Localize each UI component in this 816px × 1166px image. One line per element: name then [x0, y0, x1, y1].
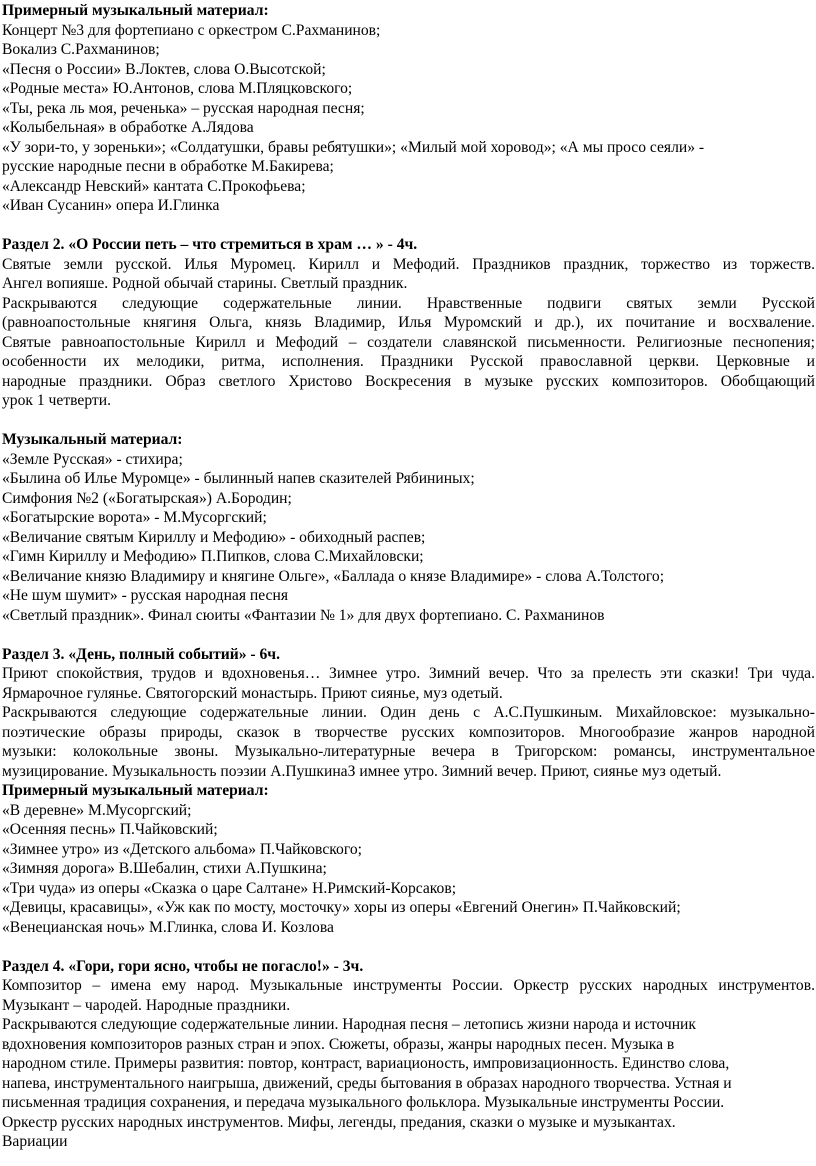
list-item: «Девицы, красавицы», «Уж как по мосту, мосточку» хоры из оперы «Евгений Онегин» П.Чайковский;: [2, 899, 681, 916]
paragraph-line: урок 1 четверти.: [2, 392, 111, 409]
paragraph-line: Музыкант – чародей. Народные праздники.: [2, 996, 291, 1014]
paragraph-line: особенности их мелодики, ритма, исполнения. Праздники Русской православной церкви. Церковные и: [2, 353, 815, 370]
list-item: «Светлый праздник». Финал сюиты «Фантазии № 1» для двух фортепиано. С. Рахманинов: [2, 606, 605, 624]
paragraph-line: Святые равноапостольные Кирилл и Мефодий – создатели славянской письменности. Религиозные песнопения;: [2, 333, 815, 351]
list-item: «Александр Невский» кантата С.Прокофьева;: [2, 177, 306, 195]
section3-material-heading: Примерный музыкальный материал:: [2, 782, 269, 799]
list-item: «Венецианская ночь» М.Глинка, слова И. Козлова: [2, 918, 334, 936]
section4-heading: Раздел 4. «Гори, гори ясно, чтобы не погасло!» - 3ч.: [2, 957, 364, 975]
list-item: русские народные песни в обработке М.Бакирева;: [2, 158, 334, 175]
list-item: «Три чуда» из оперы «Сказка о царе Салтане» Н.Римский-Корсаков;: [2, 879, 457, 897]
blank-line: [2, 625, 815, 645]
paragraph-line: (равноапостольные княгиня Ольга, князь Владимир, Илья Муромский и др.), их почитание и восхваление.: [2, 314, 815, 331]
paragraph-line: народном стиле. Примеры развития: повтор, контраст, вариационость, импровизационность. Единство слова,: [2, 1055, 730, 1072]
list-item: Вокализ С.Рахманинов;: [2, 41, 160, 58]
paragraph-line: вдохновения композиторов разных стран и эпох. Сюжеты, образы, жанры народных песен. Музыка в: [2, 1035, 675, 1053]
list-item: «Земле Русская» - стихира;: [2, 450, 183, 468]
document-page: [2, 1, 815, 1152]
paragraph-line: поэтические образы природы, сказок в творчестве русских композиторов. Многообразие жанров народной: [2, 723, 815, 741]
list-item: «Зимняя дорога» В.Шебалин, стихи А.Пушкина;: [2, 860, 327, 877]
list-item: «Родные места» Ю.Антонов, слова М.Пляцковского;: [2, 80, 353, 97]
list-item: «Песня о России» В.Локтев, слова О.Высотской;: [2, 60, 326, 78]
list-item: «В деревне» М.Мусоргский;: [2, 801, 192, 819]
paragraph-line: напева, инструментального наигрыша, движений, среды бытования в образах народного творчества. Устная и: [2, 1074, 732, 1092]
section2-material-heading: Музыкальный материал:: [2, 431, 183, 448]
blank-line: [2, 411, 815, 431]
paragraph-line: Ангел вопияше. Родной обычай старины. Светлый праздник.: [2, 275, 408, 292]
paragraph-line: народные праздники. Образ светлого Христово Воскресения в музыке русских композиторов. Обобщающий: [2, 372, 815, 390]
list-item: «Колыбельная» в обработке А.Лядова: [2, 119, 254, 136]
paragraph-line: Вариации: [2, 1133, 68, 1150]
list-item: «Осенняя песнь» П.Чайковский;: [2, 821, 218, 838]
list-item: «У зори-то, у зореньки»; «Солдатушки, бравы ребятушки»; «Милый мой хоровод»; «А мы просо сеяли» -: [2, 138, 705, 156]
paragraph-line: Ярмарочное гулянье. Святогорский монастырь. Приют сиянье, муз одетый.: [2, 684, 503, 702]
section1-material-heading: Примерный музыкальный материал:: [2, 2, 269, 19]
list-item: «Былина об Илье Муромце» - былинный напев сказителей Рябининых;: [2, 470, 475, 487]
list-item: Симфония №2 («Богатырская») А.Бородин;: [2, 489, 292, 507]
paragraph-line: Раскрываются следующие содержательные линии. Народная песня – летопись жизни народа и источник: [2, 1016, 696, 1033]
paragraph-line: Святые земли русской. Илья Муромец. Кирилл и Мефодий. Праздников праздник, торжество из торжеств.: [2, 255, 815, 273]
paragraph-line: Раскрываются следующие содержательные линии. Нравственные подвиги святых земли Русской: [2, 294, 815, 312]
paragraph-line: Раскрываются следующие содержательные линии. Один день с А.С.Пушкиным. Михайловское: музыкально-: [2, 704, 815, 721]
list-item: «Богатырские ворота» - М.Мусоргский;: [2, 509, 267, 526]
paragraph-line: музицирование. Музыкальность поэзии А.ПушкинаЗ имнее утро. Зимний вечер. Приют, сиянье муз одетый.: [2, 762, 722, 780]
list-item: «Не шум шумит» - русская народная песня: [2, 587, 288, 604]
list-item: «Иван Сусанин» опера И.Глинка: [2, 197, 220, 214]
list-item: «Гимн Кириллу и Мефодию» П.Пипков, слова С.Михайловски;: [2, 548, 424, 565]
list-item: «Ты, река ль моя, реченька» – русская народная песня;: [2, 99, 365, 117]
paragraph-line: музыки: колокольные звоны. Музыкально-литературные вечера в Тригорском: романсы, инструментальное: [2, 743, 815, 760]
blank-line: [2, 937, 815, 957]
paragraph-line: Композитор – имена ему народ. Музыкальные инструменты России. Оркестр русских народных инструментов.: [2, 977, 815, 994]
paragraph-line: письменная традиция сохранения, и передача музыкального фольклора. Музыкальные инструменты России.: [2, 1094, 725, 1111]
list-item: «Величание князю Владимиру и княгине Ольге», «Баллада о князе Владимире» - слова А.Толстого;: [2, 567, 665, 585]
section2-heading: Раздел 2. «О России петь – что стремиться в храм … » - 4ч.: [2, 236, 418, 253]
section3-heading: Раздел 3. «День, полный событий» - 6ч.: [2, 645, 280, 663]
list-item: «Величание святым Кириллу и Мефодию» - обиходный распев;: [2, 528, 426, 546]
list-item: Концерт №3 для фортепиано с оркестром С.Рахманинов;: [2, 21, 381, 39]
paragraph-line: Приют спокойствия, трудов и вдохновенья… Зимнее утро. Зимний вечер. Что за прелесть эти сказки! Три чуда.: [2, 665, 815, 682]
blank-line: [2, 216, 815, 236]
list-item: «Зимнее утро» из «Детского альбома» П.Чайковского;: [2, 840, 362, 858]
paragraph-line: Оркестр русских народных инструментов. Мифы, легенды, предания, сказки о музыке и музыкантах.: [2, 1113, 676, 1131]
